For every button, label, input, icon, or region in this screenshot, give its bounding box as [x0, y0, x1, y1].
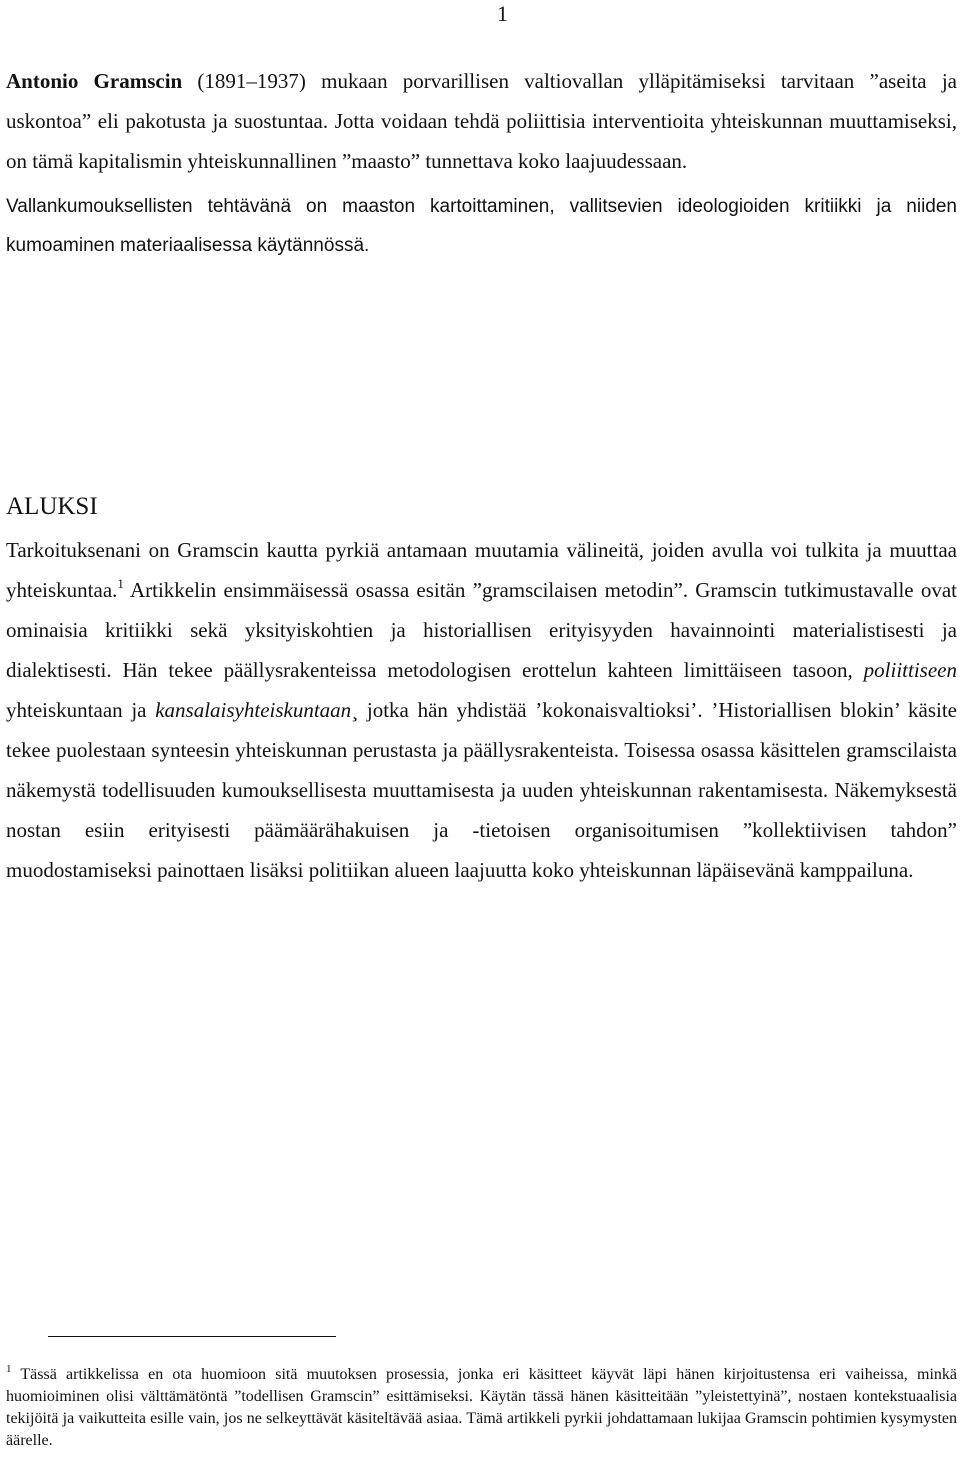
intro-paragraph-continued: Vallankumouksellisten tehtävänä on maaston kartoittaminen, vallitsevien ideologioiden kritiikki ja niiden kumoaminen materiaalisessa käytännössä. [6, 196, 957, 256]
footnote-text: Tässä artikkelissa en ota huomioon sitä muutoksen prosessia, jonka eri käsitteet käyvät läpi hänen kirjoitustensa eri vaiheissa, minkä huomioiminen olisi välttämätöntä ”todellisen Gramscin” esittämiseksi. Käytän tässä hänen käsitteitään ”yleistettyinä”, nostaen kontekstuaalisia tekijöitä ja vaikutteita esille vain, jos ne selkeyttävät käsiteltävää asiaa. Tämä artikkeli pyrkii johdattamaan lukijaa Gramscin pohtimien kysymysten äärelle. [6, 1366, 957, 1449]
body-paragraph [6, 530, 957, 890]
body-text-3: yhteiskuntaan ja [6, 698, 156, 722]
author-name: Antonio Gramscin [6, 69, 183, 93]
footnote-divider [48, 1336, 336, 1337]
footnote-reference[interactable]: 1 [117, 576, 124, 591]
body-text-1: Tarkoituksenani on Gramscin kautta pyrkiä antamaan muutamia välineitä, joiden avulla voi tulkita ja muuttaa yhteiskuntaa. [6, 538, 957, 602]
footnote-number: 1 [6, 1363, 12, 1375]
body-text-4: ¸ jotka hän yhdistää ’kokonaisvaltioksi’. ’Historiallisen blokin’ käsite tekee puolestaan synteesin yhteiskunnan perustasta ja päällysrakenteista. Toisessa osassa käsittelen gramscilaista näkemystä todellisuuden kumouksellisesta muuttamisesta ja uuden yhteiskunnan rakentamisesta. Näkemyksestä nostan esiin erityisesti päämäärähakuisen ja -tietoisen organisoitumisen ”kollektiivisen tahdon” muodostamiseksi painottaen lisäksi politiikan alueen laajuutta koko yhteiskunnan läpäisevänä kamppailuna. [6, 698, 957, 882]
italic-term-poliittiseen: poliittiseen [863, 658, 957, 682]
italic-term-kansalaisyhteiskuntaan: kansalaisyhteiskuntaan [155, 698, 352, 722]
intro-paragraph [6, 61, 957, 181]
page-number: 1 [497, 1, 508, 26]
body-text-2: Artikkelin ensimmäisessä osassa esitän ”gramscilaisen metodin”. Gramscin tutkimustavalle ovat ominaisia kritiikki sekä yksityiskohtien ja historiallisen erityisyyden havainnointi materialistisesti ja dialektisesti. Hän tekee päällysrakenteissa metodologisen erottelun kahteen limittäiseen tasoon, [6, 578, 957, 682]
footnote [6, 1364, 957, 1452]
intro-text: (1891–1937) mukaan porvarillisen valtiovallan ylläpitämiseksi tarvitaan ”aseita ja uskontoa” eli pakotusta ja suostuntaa. Jotta voidaan tehdä poliittisia interventioita yhteiskunnan muuttamiseksi, on tämä kapitalismin yhteiskunnallinen ”maasto” tunnettava koko laajuudessaan. [6, 69, 957, 173]
section-heading: ALUKSI [6, 493, 98, 520]
